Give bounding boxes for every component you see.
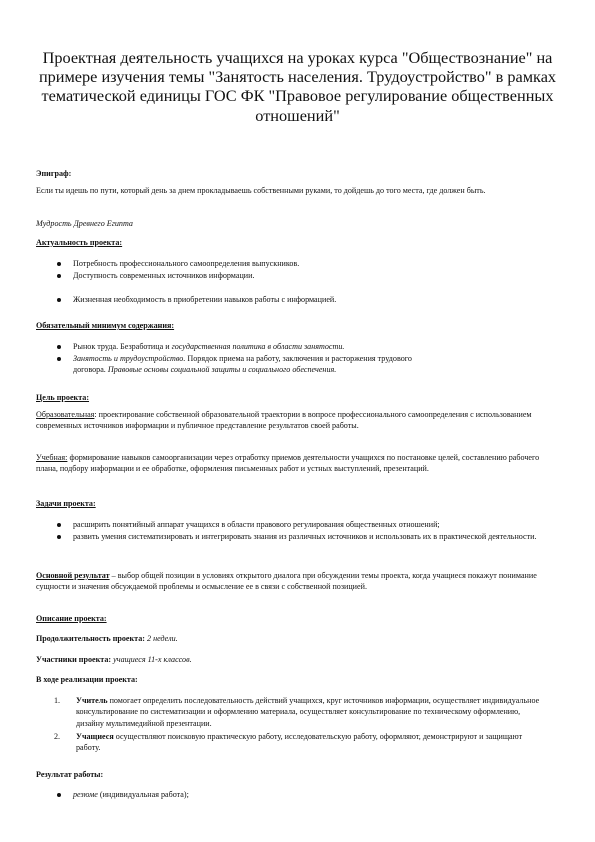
process-heading: В ходе реализации проекта: [36, 675, 138, 684]
goal-heading: Цель проекта: [36, 393, 90, 402]
description-heading: Описание проекта: [36, 614, 107, 623]
bullet-icon [57, 523, 61, 527]
bullet-icon [57, 262, 61, 266]
main-result: Основной результат – выбор общей позиции в условиях открытого диалога при обсуждении темы проекта, когда учащиеся покажут понимание сущности и значения обсуждаемой проблемы и осмысление ее в связи с собственной позицией. [36, 571, 537, 592]
list-item: Потребность профессионального самоопределения выпускников. [73, 258, 543, 269]
epigraph-source: Мудрость Древнего Египта [36, 219, 133, 228]
bullet-icon [57, 274, 61, 278]
bullet-icon [57, 298, 61, 302]
document-title: Проектная деятельность учащихся на уроках курса "Обществознание" на примере изучения темы "Занятость населения. Трудоустройство" в рамках тематической единицы ГОС ФК "Правовое регулирование общественных отношений" [38, 48, 557, 125]
bullet-icon [57, 345, 61, 349]
list-item: Занятость и трудоустройство. Порядок приема на работу, заключения и расторжения трудового договора. Правовые основы социальной защиты и социального обеспечения. [73, 353, 543, 376]
list-item: резюме (индивидуальная работа); [73, 789, 543, 800]
bullet-icon [57, 357, 61, 361]
list-item: Жизненная необходимость в приобретении навыков работы с информацией. [73, 294, 543, 305]
list-item: Доступность современных источников информации. [73, 270, 543, 281]
goal-educational: Образовательная: проектирование собственной образовательной траектории в вопросе профессионального самоопределения с использованием современных источников информации и публичное представление результатов своей работы. [36, 410, 532, 431]
bullet-icon [57, 793, 61, 797]
goal-study: Учебная: формирование навыков самоорганизации через отработку приемов деятельности учащихся по постановке целей, составлению рабочего плана, подбору информации и ее обработке, оформления письменных работ и устных выступлений, презентаций. [36, 453, 540, 474]
list-item: расширить понятийный аппарат учащихся в области правового регулирования общественных отношений; [73, 519, 543, 530]
tasks-heading: Задачи проекта: [36, 499, 96, 508]
bullet-icon [57, 535, 61, 539]
participants: Участники проекта: учащиеся 11-х классов. [36, 655, 192, 664]
relevance-heading: Актуальность проекта: [36, 238, 123, 247]
list-item: 1. Учитель помогает определить последовательность действий учащихся, круг источников информации, осуществляет индивидуальное консультирование по систематизации и оформлению материала, осуществляет консультирование по техническому оформлению, дизайну мультимедийной презентации. [54, 696, 540, 728]
epigraph-heading: Эпиграф: [36, 169, 72, 178]
duration: Продолжительность проекта: 2 недели. [36, 634, 178, 643]
minimum-heading: Обязательный минимум содержания: [36, 321, 175, 330]
epigraph-text: Если ты идешь по пути, который день за днем прокладываешь собственными руками, то дойдешь до того места, где должен быть. [36, 186, 486, 195]
list-item: Рынок труда. Безработица и государственная политика в области занятости. [73, 341, 543, 352]
list-item: 2. Учащиеся осуществляют поисковую практическую работу, исследовательскую работу, оформляют, демонстрируют и защищают работу. [54, 732, 523, 753]
work-result-heading: Результат работы: [36, 770, 104, 779]
list-item: развить умения систематизировать и интегрировать знания из различных источников и использовать их в практической деятельности. [73, 531, 543, 542]
